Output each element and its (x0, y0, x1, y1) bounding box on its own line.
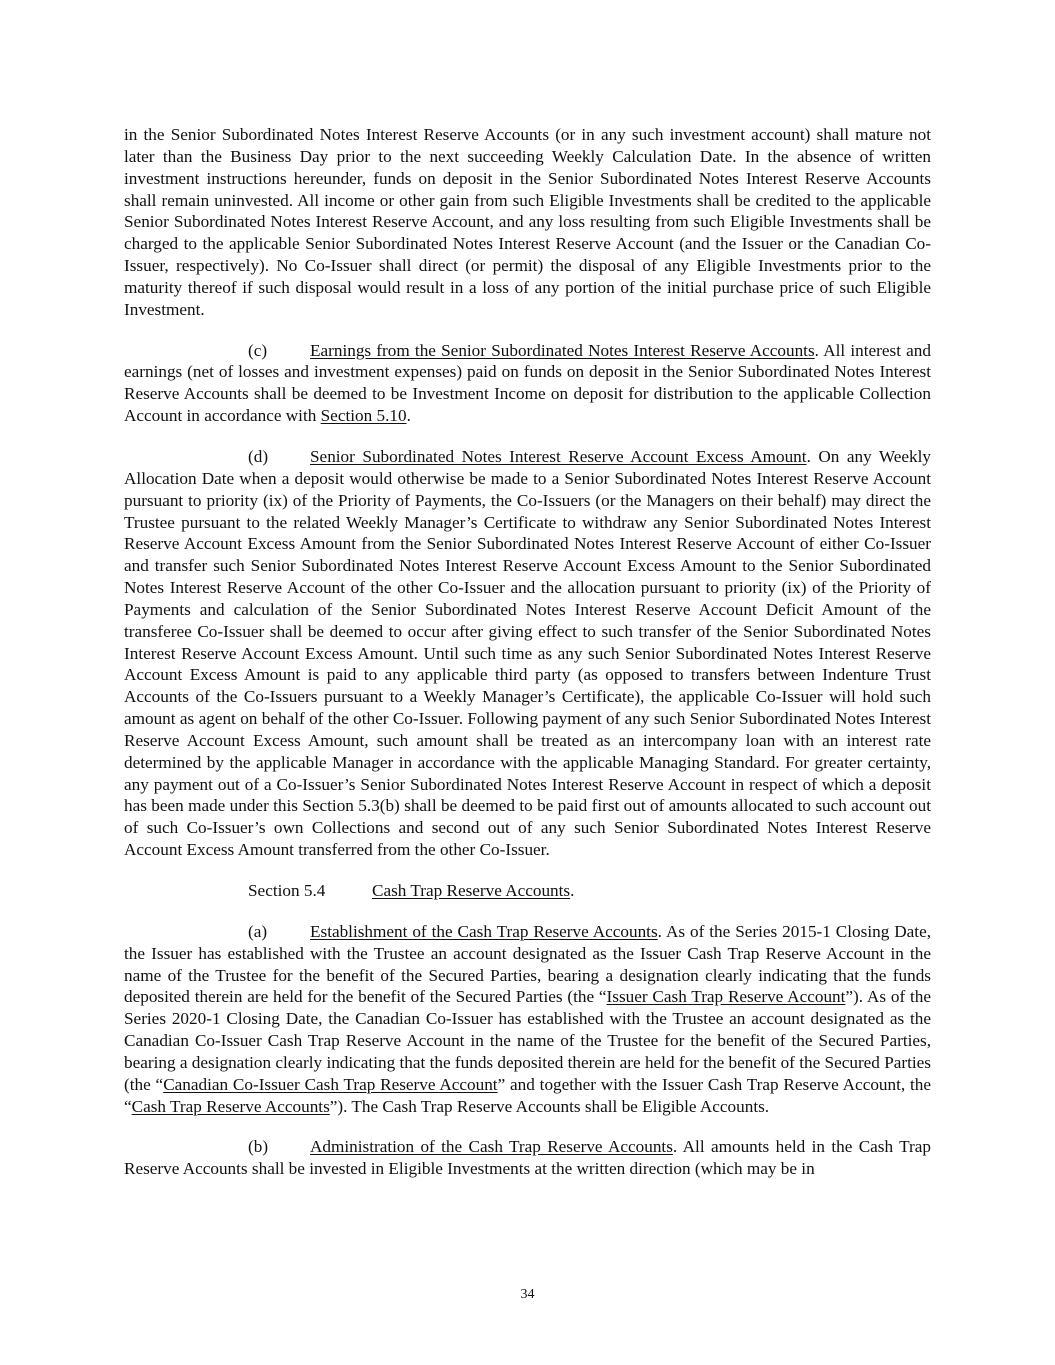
paragraph-b-continuation (124, 124, 931, 321)
paragraph-text: in the Senior Subordinated Notes Interest Reserve Accounts (or in any such investment account) shall mature not later than the Business Day prior to the next succeeding Weekly Calculation Date. In the absence of written investment instructions hereunder, funds on deposit in the Senior Subordinated Notes Interest Reserve Accounts shall remain uninvested. All income or other gain from such Eligible Investments shall be credited to the applicable Senior Subordinated Notes Interest Reserve Account, and any loss resulting from such Eligible Investments shall be charged to the applicable Senior Subordinated Notes Interest Reserve Account (and the Issuer or the Canadian Co-Issuer, respectively). No Co-Issuer shall direct (or permit) the disposal of any Eligible Investments prior to the maturity thereof if such disposal would result in a loss of any portion of the initial purchase price of such Eligible Investment. (124, 125, 931, 319)
defined-term: Cash Trap Reserve Accounts (131, 1096, 330, 1116)
paragraph-text: . (406, 406, 411, 426)
page-number: 34 (520, 1287, 535, 1302)
paragraph-label: (a) (248, 921, 268, 941)
section-title-period: . (570, 881, 575, 900)
paragraph-heading: Establishment of the Cash Trap Reserve Accounts (310, 921, 658, 941)
paragraph-d (124, 446, 931, 861)
section-reference: Section 5.10 (320, 406, 407, 426)
section-heading (124, 880, 931, 902)
section-number: Section 5.4 (248, 881, 326, 900)
paragraph-text: ” and together with the Issuer Cash Trap Reserve Account, the “ (124, 1074, 931, 1116)
paragraph-text: ”). As of the Series 2020-1 Closing Date, the Canadian Co-Issuer has established with the Trustee an account designated as the Canadian Co-Issuer Cash Trap Reserve Account in the name of the Trustee for the benefit of the Secured Parties, bearing a designation clearly indicating that the funds deposited therein are held for the benefit of the Secured Parties (the “ (124, 987, 931, 1094)
defined-term: Canadian Co-Issuer Cash Trap Reserve Account (163, 1074, 498, 1094)
paragraph-text: . As of the Series 2015-1 Closing Date, the Issuer has established with the Trustee an account designated as the Issuer Cash Trap Reserve Account in the name of the Trustee for the benefit of the Secured Parties, bearing a designation clearly indicating that the funds deposited therein are held for the benefit of the Secured Parties (the “ (124, 921, 931, 1007)
paragraph-label: (d) (248, 446, 269, 466)
paragraph-label: (c) (248, 340, 268, 360)
paragraph-c (124, 340, 931, 427)
paragraph-text: . All amounts held in the Cash Trap Reserve Accounts shall be invested in Eligible Investments at the written direction (which may be in (124, 1137, 931, 1179)
paragraph-text: . All interest and earnings (net of losses and investment expenses) paid on funds on deposit in the Senior Subordinated Notes Interest Reserve Accounts shall be deemed to be Investment Income on deposit for distribution to the applicable Collection Account in accordance with (124, 340, 931, 426)
paragraph-label: (b) (248, 1137, 269, 1157)
paragraph-heading: Earnings from the Senior Subordinated Notes Interest Reserve Accounts (310, 340, 815, 360)
paragraph-text: . On any Weekly Allocation Date when a deposit would otherwise be made to a Senior Subordinated Notes Interest Reserve Account pursuant to priority (ix) of the Priority of Payments, the Co-Issuers (or the Managers on their behalf) may direct the Trustee pursuant to the related Weekly Manager’s Certificate to withdraw any Senior Subordinated Notes Interest Reserve Account Excess Amount from the Senior Subordinated Notes Interest Reserve Account of either Co-Issuer and transfer such Senior Subordinated Notes Interest Reserve Account Excess Amount to the Senior Subordinated Notes Interest Reserve Account of the other Co-Issuer and the allocation pursuant to priority (ix) of the Priority of Payments and calculation of the Senior Subordinated Notes Interest Reserve Account Deficit Amount of the transferee Co-Issuer shall be deemed to occur after giving effect to such transfer of the Senior Subordinated Notes Interest Reserve Account Excess Amount. Until such time as any such Senior Subordinated Notes Interest Reserve Account Excess Amount is paid to any applicable third party (as opposed to transfers between Indenture Trust Accounts of the Co-Issuers pursuant to a Weekly Manager’s Certificate), the applicable Co-Issuer will hold such amount as agent on behalf of the other Co-Issuer. Following payment of any such Senior Subordinated Notes Interest Reserve Account Excess Amount, such amount shall be treated as an intercompany loan with an interest rate determined by the applicable Manager in accordance with the applicable Managing Standard. For greater certainty, any payment out of a Co-Issuer’s Senior Subordinated Notes Interest Reserve Account in respect of which a deposit has been made under this Section 5.3(b) shall be deemed to be paid first out of amounts allocated to such account out of such Co-Issuer’s own Collections and second out of any such Senior Subordinated Notes Interest Reserve Account Excess Amount transferred from the other Co-Issuer. (124, 446, 931, 860)
paragraph-heading: Administration of the Cash Trap Reserve Accounts (310, 1137, 673, 1157)
paragraph-5-4-b (124, 1136, 931, 1180)
document-body (124, 124, 931, 1199)
defined-term: Issuer Cash Trap Reserve Account (606, 987, 846, 1007)
section-title: Cash Trap Reserve Accounts (372, 881, 571, 900)
paragraph-text: ”). The Cash Trap Reserve Accounts shall be Eligible Accounts. (329, 1096, 770, 1116)
paragraph-5-4-a (124, 921, 931, 1118)
paragraph-heading: Senior Subordinated Notes Interest Reserve Account Excess Amount (310, 446, 807, 466)
